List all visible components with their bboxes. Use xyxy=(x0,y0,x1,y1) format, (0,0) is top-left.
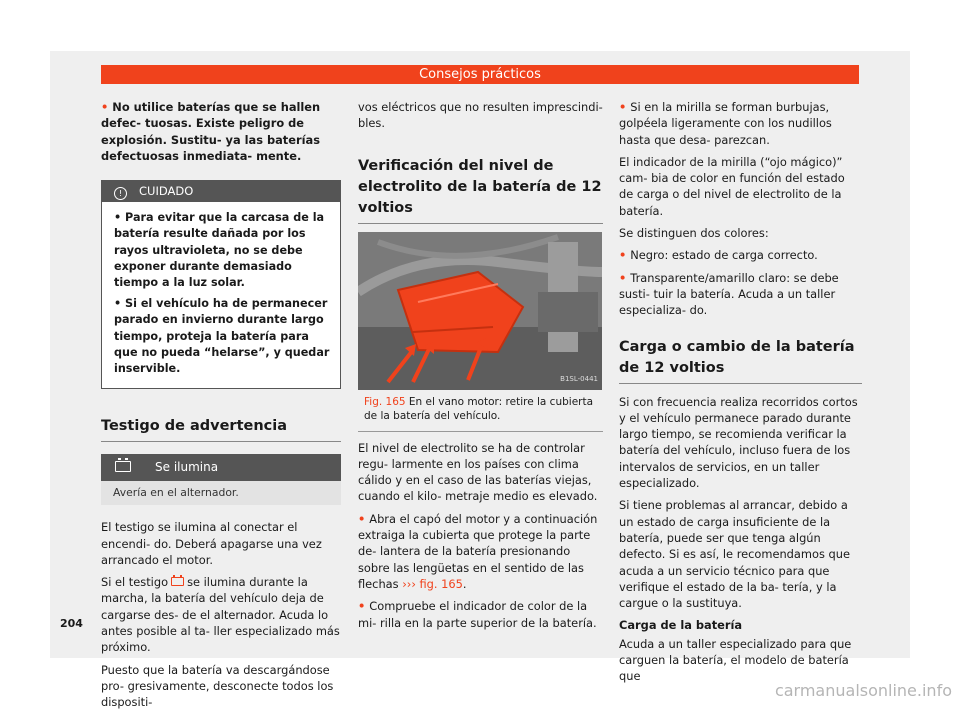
battery-icon xyxy=(171,577,184,586)
caution-header: ! CUIDADO xyxy=(102,181,340,202)
caution-box xyxy=(101,180,341,389)
caution-item: • Para evitar que la carcasa de la batería resulte dañada por los rayos ultravioleta, no se debe exponer durante demasiado tiempo a la luz solar. xyxy=(114,211,325,289)
figure-code: B1SL-0441 xyxy=(560,375,598,384)
warning-lamp-box: Se ilumina xyxy=(101,454,341,481)
page-number: 204 xyxy=(60,617,83,630)
figure-link[interactable]: ››› fig. 165 xyxy=(402,576,463,591)
paragraph: Si con frecuencia realiza recorridos cortos y el vehículo permanece parado durante largo tiempo, se recomienda verificar la batería del vehículo, incluso fuera de los intervalos de servicios, en un taller especializado. xyxy=(619,394,858,491)
list-item: • Compruebe el indicador de color de la mi- rilla en la parte superior de la batería. xyxy=(358,599,597,630)
bullet-dot: • xyxy=(101,100,109,114)
paragraph: El testigo se ilumina al conectar el encendi- do. Deberá apagarse una vez arrancado el motor. xyxy=(101,520,322,567)
list-item: • Transparente/amarillo claro: se debe susti- tuir la batería. Acuda a un taller especializa- do. xyxy=(619,270,839,318)
paragraph: Puesto que la batería va descargándose pro- gresivamente, desconecte todos los dispositi- xyxy=(101,662,334,710)
caution-body xyxy=(102,202,340,388)
section-title-electrolyte: Verificación del nivel de electrolito de la batería de 12 voltios xyxy=(358,156,603,224)
paragraph: Si el testigo se ilumina durante la marcha, la batería del vehículo deja de cargarse des- de el alternador. Acuda lo antes posible al ta- ller especializado más próximo. xyxy=(101,575,340,655)
list-item: • Negro: estado de carga correcto. xyxy=(619,248,818,263)
right-column xyxy=(619,99,862,691)
watermark: carmanualsonline.info xyxy=(774,681,952,700)
figure-caption: Fig. 165 En el vano motor: retire la cubierta de la batería del vehículo. xyxy=(358,390,603,432)
caution-item: • Si el vehículo ha de permanecer parado en invierno durante largo tiempo, proteja la batería para que no pueda “helarse”, y quedar inservible. xyxy=(114,297,330,376)
left-intro-bullet: • No utilice baterías que se hallen defec- tuosas. Existe peligro de explosión. Sustitu- ya las baterías defectuosas inmediata- mente. xyxy=(101,100,321,163)
info-circle-icon: ! xyxy=(114,187,127,200)
paragraph: Acuda a un taller especializado para que carguen la batería, el modelo de batería que xyxy=(619,636,852,684)
paragraph: El indicador de la mirilla (“ojo mágico)” cam- bia de color en función del estado de carga o del nivel de electrolito de la batería. xyxy=(619,154,845,218)
list-item: • Si en la mirilla se forman burbujas, golpéela ligeramente con los nudillos hasta que desa- parezcan. xyxy=(619,100,832,147)
left-column xyxy=(101,99,341,716)
paragraph: vos eléctricos que no resulten imprescindi- bles. xyxy=(358,100,603,131)
middle-column xyxy=(358,99,603,637)
warning-lamp-description: Avería en el alternador. xyxy=(101,481,341,505)
page-header: Consejos prácticos xyxy=(101,65,859,84)
battery-icon xyxy=(115,461,131,472)
engine-bay-figure xyxy=(358,232,602,390)
paragraph: Si tiene problemas al arrancar, debido a un estado de carga insuficiente de la batería, puede ser que tenga algún defecto. Si es así, le recomendamos que acuda a un servicio técnico para que verifique el estado de la ba- tería, y la cargue o la sustituya. xyxy=(619,498,850,611)
engine-bay-illustration xyxy=(358,232,602,390)
section-title-warning-lamp: Testigo de advertencia xyxy=(101,415,341,442)
subheading: Carga de la batería xyxy=(619,618,743,633)
paragraph: Se distinguen dos colores: xyxy=(619,226,769,241)
list-item: • Abra el capó del motor y a continuación extraiga la cubierta que protege la parte de- lantera de la batería presionando sobre las lengüetas en el sentido de las flechas ››› fig. 165. xyxy=(358,511,598,591)
paragraph: El nivel de electrolito se ha de controlar regu- larmente en los países con clima cálido y en el caso de las baterías viejas, cuando el kilo- metraje medio es elevado. xyxy=(358,440,598,504)
section-title-charge: Carga o cambio de la batería de 12 voltios xyxy=(619,337,862,384)
